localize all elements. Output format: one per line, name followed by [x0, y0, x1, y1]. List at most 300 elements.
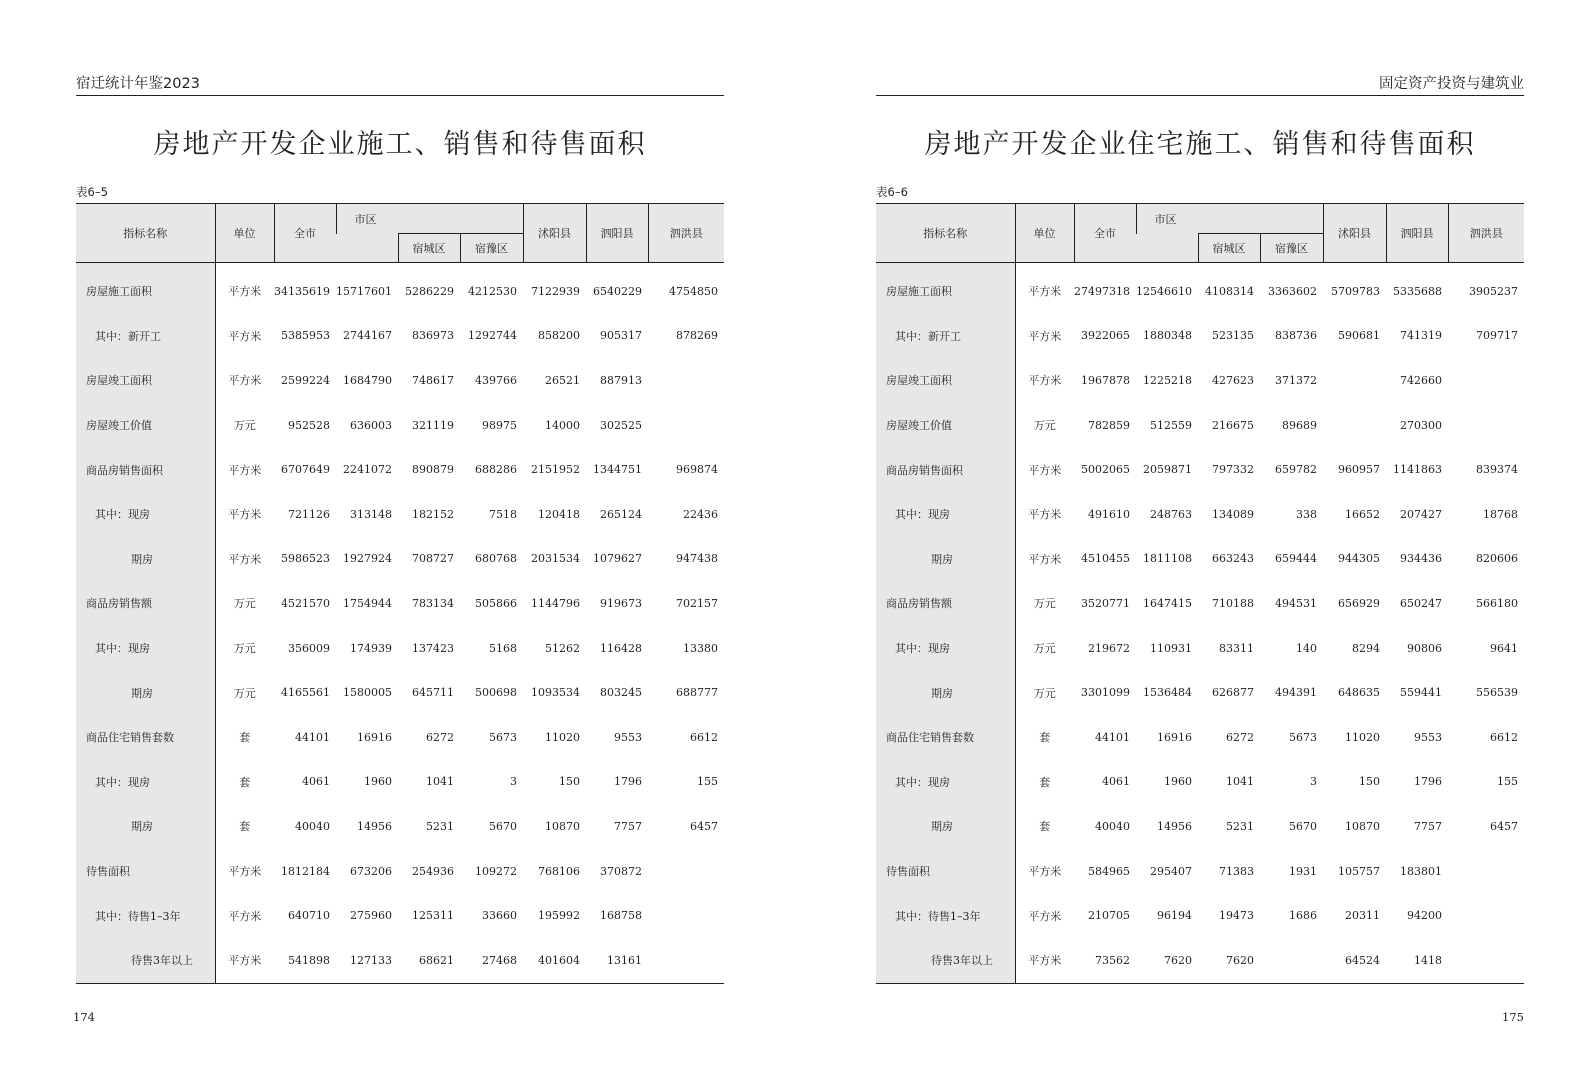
cell-suchengqu: 4108314 — [1205, 284, 1254, 298]
running-head: 固定资产投资与建筑业 — [876, 74, 1524, 96]
cell-suchengqu: 5231 — [1226, 819, 1254, 833]
row-label: 商品房销售额 — [76, 581, 215, 626]
cell-siyang: 168758 — [600, 909, 643, 923]
cell-suchengqu: 182152 — [412, 507, 454, 521]
row-unit: 平方米 — [228, 552, 262, 566]
cell-siyang: 1796 — [1414, 775, 1443, 789]
cell-shuyang: 2151952 — [531, 463, 581, 477]
cell-shuyang: 64524 — [1345, 953, 1381, 967]
cell-siyang: 650247 — [1400, 596, 1443, 610]
row-unit: 平方米 — [228, 285, 262, 299]
cell-siyang: 9553 — [614, 730, 643, 744]
cell-suchengqu: 83311 — [1219, 641, 1254, 655]
row-unit: 万元 — [233, 642, 256, 656]
cell-suyuqu: 5168 — [489, 641, 518, 655]
cell-urban: 14956 — [357, 819, 392, 833]
cell-total: 5986523 — [281, 552, 330, 566]
table-body — [876, 263, 1524, 984]
cell-siyang: 905317 — [600, 329, 643, 343]
cell-suchengqu: 137423 — [412, 641, 454, 655]
header-suchengqu: 宿城区 — [398, 234, 460, 263]
cell-suyuqu: 1931 — [1289, 864, 1318, 878]
cell-shuyang: 944305 — [1338, 552, 1381, 566]
cell-shuyang: 195992 — [538, 909, 581, 923]
cell-sihong — [1448, 849, 1524, 894]
cell-sihong: 6457 — [690, 819, 719, 833]
row-unit: 套 — [239, 731, 251, 745]
cell-shuyang: 51262 — [545, 641, 581, 655]
row-label: 待售3年以上 — [76, 938, 215, 983]
row-label: 房屋竣工价值 — [876, 403, 1015, 448]
table-code: 表6–6 — [876, 185, 908, 199]
table-row — [876, 804, 1524, 849]
cell-shuyang: 10870 — [545, 819, 581, 833]
cell-urban: 636003 — [350, 418, 392, 432]
cell-suyuqu: 4212530 — [468, 284, 518, 298]
row-unit: 平方米 — [228, 508, 262, 522]
cell-total: 952528 — [288, 418, 330, 432]
cell-suchengqu: 71383 — [1219, 864, 1254, 878]
table-row — [76, 263, 724, 314]
left-page — [73, 0, 724, 1077]
row-unit: 平方米 — [228, 865, 262, 879]
row-unit: 平方米 — [228, 329, 262, 343]
cell-sihong: 4754850 — [669, 284, 719, 298]
header-sihong: 泗洪县 — [1448, 204, 1524, 263]
data-table — [76, 203, 724, 984]
cell-siyang: 559441 — [1400, 686, 1443, 700]
cell-suchengqu: 427623 — [1212, 373, 1254, 387]
cell-shuyang: 401604 — [538, 953, 581, 967]
cell-urban: 1960 — [1164, 775, 1192, 789]
cell-shuyang: 768106 — [538, 864, 581, 878]
cell-siyang: 742660 — [1400, 373, 1443, 387]
cell-shuyang: 8294 — [1352, 641, 1381, 655]
row-label: 其中：待售1–3年 — [76, 893, 215, 938]
cell-urban: 1927924 — [343, 552, 392, 566]
cell-suchengqu: 134089 — [1212, 507, 1254, 521]
cell-suyuqu: 1292744 — [468, 329, 518, 343]
row-label: 房屋竣工面积 — [876, 358, 1015, 403]
table-row — [76, 626, 724, 671]
cell-total: 27497318 — [1074, 284, 1130, 298]
row-label: 商品房销售额 — [876, 581, 1015, 626]
cell-suchengqu: 523135 — [1212, 329, 1254, 343]
cell-urban: 1536484 — [1143, 686, 1192, 700]
row-label: 其中：现房 — [76, 626, 215, 671]
cell-sihong: 820606 — [1476, 552, 1519, 566]
cell-suyuqu: 89689 — [1282, 418, 1318, 432]
header-name: 指标名称 — [876, 204, 1015, 263]
header-name: 指标名称 — [76, 204, 215, 263]
table-row — [876, 760, 1524, 805]
cell-siyang: 5335688 — [1393, 284, 1443, 298]
cell-siyang: 183801 — [1400, 864, 1443, 878]
cell-suyuqu: 680768 — [475, 552, 518, 566]
cell-sihong: 9641 — [1490, 641, 1519, 655]
cell-total: 73562 — [1095, 953, 1130, 967]
table-row — [876, 626, 1524, 671]
row-unit: 万元 — [1033, 597, 1056, 611]
cell-sihong — [1448, 938, 1524, 983]
cell-suchengqu: 797332 — [1212, 463, 1254, 477]
table-row — [76, 581, 724, 626]
cell-shuyang: 7122939 — [531, 284, 581, 298]
cell-shuyang: 10870 — [1345, 819, 1381, 833]
row-label: 其中：新开工 — [876, 314, 1015, 359]
cell-urban: 313148 — [350, 507, 392, 521]
cell-suchengqu: 216675 — [1212, 418, 1254, 432]
cell-sihong — [648, 358, 724, 403]
cell-urban: 15717601 — [336, 284, 392, 298]
cell-suchengqu: 836973 — [412, 329, 454, 343]
cell-suyuqu: 494531 — [1275, 596, 1318, 610]
row-unit: 平方米 — [228, 909, 262, 923]
cell-urban: 96194 — [1157, 909, 1192, 923]
cell-suchengqu: 1041 — [426, 775, 454, 789]
cell-urban: 110931 — [1150, 641, 1192, 655]
cell-urban: 7620 — [1164, 953, 1192, 967]
cell-shuyang: 1093534 — [531, 686, 581, 700]
header-siyang: 泗阳县 — [586, 204, 648, 263]
table-row — [76, 715, 724, 760]
cell-suchengqu: 645711 — [412, 686, 454, 700]
row-unit: 平方米 — [1028, 508, 1062, 522]
cell-siyang: 6540229 — [593, 284, 643, 298]
header-sihong: 泗洪县 — [648, 204, 724, 263]
cell-urban: 1960 — [364, 775, 392, 789]
header-unit: 单位 — [1015, 204, 1074, 263]
cell-siyang: 887913 — [600, 373, 643, 387]
cell-suchengqu: 5231 — [426, 819, 454, 833]
cell-sihong: 839374 — [1476, 463, 1519, 477]
table-row — [76, 403, 724, 448]
cell-siyang: 270300 — [1400, 418, 1443, 432]
table-row — [876, 314, 1524, 359]
cell-sihong: 556539 — [1476, 686, 1519, 700]
cell-suyuqu: 505866 — [475, 596, 518, 610]
row-unit: 套 — [1039, 775, 1051, 789]
row-label: 商品房销售面积 — [876, 447, 1015, 492]
cell-total: 491610 — [1088, 507, 1130, 521]
cell-suyuqu: 659782 — [1275, 463, 1318, 477]
cell-siyang: 1344751 — [593, 463, 643, 477]
cell-sihong: 947438 — [676, 552, 719, 566]
cell-siyang: 1418 — [1414, 953, 1443, 967]
cell-sihong: 688777 — [676, 686, 719, 700]
cell-total: 34135619 — [274, 284, 330, 298]
right-page — [876, 0, 1524, 1077]
row-label: 期房 — [76, 804, 215, 849]
row-label: 商品住宅销售套数 — [876, 715, 1015, 760]
cell-suchengqu: 125311 — [412, 909, 454, 923]
cell-shuyang: 20311 — [1345, 909, 1381, 923]
header-urban-spacer — [336, 234, 398, 263]
cell-sihong — [648, 403, 724, 448]
cell-suyuqu: 5673 — [1289, 730, 1318, 744]
table-row — [76, 314, 724, 359]
row-label: 商品房销售面积 — [76, 447, 215, 492]
cell-urban: 512559 — [1150, 418, 1192, 432]
cell-sihong: 566180 — [1476, 596, 1519, 610]
row-label: 房屋施工面积 — [876, 263, 1015, 314]
cell-suyuqu: 3 — [510, 775, 518, 789]
table-row — [876, 263, 1524, 314]
table-row — [876, 403, 1524, 448]
header-suchengqu: 宿城区 — [1198, 234, 1260, 263]
cell-siyang: 94200 — [1407, 909, 1443, 923]
cell-sihong: 709717 — [1476, 329, 1519, 343]
cell-total: 4510455 — [1081, 552, 1130, 566]
row-unit: 万元 — [1033, 686, 1056, 700]
header-urban-label: 市区 — [354, 212, 377, 226]
cell-urban: 275960 — [350, 909, 392, 923]
cell-urban: 1225218 — [1143, 373, 1192, 387]
cell-suchengqu: 68621 — [419, 953, 454, 967]
cell-shuyang: 16652 — [1345, 507, 1381, 521]
cell-suyuqu: 5670 — [489, 819, 518, 833]
table-row — [876, 893, 1524, 938]
cell-suchengqu: 6272 — [426, 730, 454, 744]
cell-shuyang: 1144796 — [531, 596, 581, 610]
cell-sihong: 702157 — [676, 596, 719, 610]
cell-total: 44101 — [295, 730, 330, 744]
cell-total: 640710 — [288, 909, 330, 923]
table-row — [76, 804, 724, 849]
cell-siyang: 9553 — [1414, 730, 1443, 744]
header-urban — [1136, 204, 1323, 234]
cell-total: 541898 — [288, 953, 330, 967]
table-row — [876, 715, 1524, 760]
cell-suchengqu: 254936 — [412, 864, 454, 878]
cell-siyang: 1079627 — [593, 552, 643, 566]
row-label: 待售面积 — [876, 849, 1015, 894]
cell-suyuqu: 98975 — [482, 418, 518, 432]
cell-suyuqu: 371372 — [1275, 373, 1318, 387]
cell-siyang: 13161 — [607, 953, 643, 967]
table-title: 房地产开发企业住宅施工、销售和待售面积 — [924, 129, 1476, 160]
header-urban-label: 市区 — [1154, 212, 1177, 226]
cell-siyang: 302525 — [600, 418, 643, 432]
cell-total: 1967878 — [1081, 373, 1130, 387]
cell-total: 219672 — [1088, 641, 1130, 655]
cell-total: 5385953 — [281, 329, 330, 343]
header-unit: 单位 — [215, 204, 274, 263]
cell-suyuqu: 494391 — [1275, 686, 1318, 700]
row-unit: 平方米 — [1028, 865, 1062, 879]
cell-urban: 1880348 — [1143, 329, 1192, 343]
row-label: 期房 — [76, 537, 215, 582]
page-number: 175 — [1502, 1010, 1524, 1024]
running-head: 宿迁统计年鉴2023 — [76, 74, 724, 96]
row-unit: 套 — [1039, 820, 1051, 834]
cell-sihong: 969874 — [676, 463, 719, 477]
table-row — [876, 670, 1524, 715]
table-row — [876, 581, 1524, 626]
cell-total: 356009 — [288, 641, 330, 655]
cell-siyang: 934436 — [1400, 552, 1443, 566]
row-unit: 万元 — [233, 597, 256, 611]
cell-shuyang — [1323, 358, 1386, 403]
row-label: 其中：现房 — [876, 492, 1015, 537]
row-label: 期房 — [876, 804, 1015, 849]
table-row — [76, 358, 724, 403]
table-title: 房地产开发企业施工、销售和待售面积 — [153, 129, 647, 160]
cell-sihong: 155 — [1497, 775, 1519, 789]
table-body — [76, 263, 724, 984]
row-label: 待售3年以上 — [876, 938, 1015, 983]
row-unit: 套 — [239, 775, 251, 789]
cell-siyang: 1796 — [614, 775, 643, 789]
cell-suchengqu: 783134 — [412, 596, 454, 610]
cell-urban: 1684790 — [343, 373, 392, 387]
cell-siyang: 919673 — [600, 596, 643, 610]
row-unit: 平方米 — [1028, 285, 1062, 299]
cell-total: 584965 — [1088, 864, 1130, 878]
cell-suchengqu: 5286229 — [405, 284, 454, 298]
row-unit: 套 — [1039, 731, 1051, 745]
cell-urban: 673206 — [350, 864, 392, 878]
cell-suchengqu: 1041 — [1226, 775, 1254, 789]
header-shuyang: 沭阳县 — [1323, 204, 1386, 263]
cell-total: 782859 — [1088, 418, 1130, 432]
cell-total: 2599224 — [281, 373, 330, 387]
row-unit: 平方米 — [228, 463, 262, 477]
cell-sihong: 155 — [697, 775, 719, 789]
row-unit: 万元 — [233, 419, 256, 433]
cell-suyuqu: 3363602 — [1268, 284, 1318, 298]
cell-sihong — [1448, 358, 1524, 403]
cell-total: 4165561 — [281, 686, 330, 700]
cell-total: 1812184 — [281, 864, 330, 878]
data-table — [876, 203, 1524, 984]
cell-siyang: 7757 — [614, 819, 643, 833]
row-label: 房屋施工面积 — [76, 263, 215, 314]
cell-shuyang: 5709783 — [1331, 284, 1381, 298]
cell-sihong: 6457 — [1490, 819, 1519, 833]
header-urban-spacer — [1136, 234, 1198, 263]
cell-shuyang: 656929 — [1338, 596, 1381, 610]
cell-siyang: 265124 — [600, 507, 643, 521]
cell-siyang: 7757 — [1414, 819, 1443, 833]
row-unit: 平方米 — [228, 954, 262, 968]
row-label: 商品住宅销售套数 — [76, 715, 215, 760]
table-row — [76, 670, 724, 715]
row-label: 房屋竣工价值 — [76, 403, 215, 448]
table-row — [876, 447, 1524, 492]
cell-suchengqu: 663243 — [1212, 552, 1254, 566]
table-row — [76, 893, 724, 938]
cell-total: 44101 — [1095, 730, 1130, 744]
cell-urban: 14956 — [1157, 819, 1192, 833]
cell-suchengqu: 708727 — [412, 552, 454, 566]
cell-urban: 174939 — [350, 641, 392, 655]
table-row — [76, 537, 724, 582]
cell-total: 3520771 — [1081, 596, 1130, 610]
cell-urban: 12546610 — [1136, 284, 1192, 298]
cell-sihong: 22436 — [683, 507, 719, 521]
row-label: 其中：现房 — [76, 492, 215, 537]
row-unit: 平方米 — [1028, 954, 1062, 968]
cell-sihong — [648, 938, 724, 983]
cell-suyuqu: 140 — [1296, 641, 1318, 655]
cell-suyuqu: 5670 — [1289, 819, 1318, 833]
cell-urban: 2059871 — [1143, 463, 1192, 477]
row-label: 期房 — [876, 670, 1015, 715]
row-unit: 平方米 — [228, 374, 262, 388]
cell-urban: 2241072 — [343, 463, 392, 477]
cell-suyuqu: 500698 — [475, 686, 518, 700]
cell-shuyang: 150 — [559, 775, 581, 789]
cell-sihong: 6612 — [1490, 730, 1519, 744]
cell-sihong: 6612 — [690, 730, 719, 744]
cell-urban: 16916 — [1157, 730, 1192, 744]
cell-sihong: 13380 — [683, 641, 719, 655]
table-row — [876, 492, 1524, 537]
cell-siyang: 90806 — [1407, 641, 1443, 655]
cell-siyang: 116428 — [600, 641, 643, 655]
cell-total: 721126 — [288, 507, 330, 521]
row-label: 其中：现房 — [76, 760, 215, 805]
header-suyuqu: 宿豫区 — [1260, 234, 1323, 263]
table-code: 表6–5 — [76, 185, 108, 199]
header-shuyang: 沭阳县 — [523, 204, 586, 263]
cell-suyuqu: 439766 — [475, 373, 518, 387]
table-row — [876, 358, 1524, 403]
cell-sihong — [648, 849, 724, 894]
row-unit: 万元 — [1033, 419, 1056, 433]
cell-total: 6707649 — [281, 463, 330, 477]
cell-suyuqu: 838736 — [1275, 329, 1318, 343]
cell-shuyang: 150 — [1359, 775, 1381, 789]
header-siyang: 泗阳县 — [1386, 204, 1448, 263]
cell-suyuqu: 1686 — [1289, 909, 1318, 923]
table-row — [76, 938, 724, 983]
cell-urban: 1647415 — [1143, 596, 1192, 610]
cell-urban: 16916 — [357, 730, 392, 744]
cell-suchengqu: 6272 — [1226, 730, 1254, 744]
row-unit: 平方米 — [1028, 463, 1062, 477]
cell-shuyang: 648635 — [1338, 686, 1381, 700]
table-row — [76, 849, 724, 894]
row-unit: 万元 — [233, 686, 256, 700]
row-unit: 平方米 — [1028, 329, 1062, 343]
cell-total: 4061 — [1102, 775, 1130, 789]
cell-urban: 1811108 — [1143, 552, 1192, 566]
row-label: 房屋竣工面积 — [76, 358, 215, 403]
cell-shuyang: 11020 — [1345, 730, 1381, 744]
header-suyuqu: 宿豫区 — [460, 234, 523, 263]
row-label: 待售面积 — [76, 849, 215, 894]
cell-shuyang: 858200 — [538, 329, 581, 343]
table-row — [876, 849, 1524, 894]
header-urban — [336, 204, 523, 234]
cell-suchengqu: 748617 — [412, 373, 454, 387]
row-label: 其中：现房 — [876, 760, 1015, 805]
cell-urban: 2744167 — [343, 329, 392, 343]
cell-siyang: 370872 — [600, 864, 643, 878]
cell-shuyang: 2031534 — [531, 552, 581, 566]
cell-suyuqu: 33660 — [482, 909, 518, 923]
cell-suyuqu: 27468 — [482, 953, 518, 967]
cell-siyang: 207427 — [1400, 507, 1443, 521]
cell-sihong: 878269 — [676, 329, 719, 343]
row-label: 其中：现房 — [876, 626, 1015, 671]
row-unit: 套 — [239, 820, 251, 834]
cell-total: 40040 — [1095, 819, 1130, 833]
cell-total: 3922065 — [1081, 329, 1130, 343]
cell-total: 4521570 — [281, 596, 330, 610]
